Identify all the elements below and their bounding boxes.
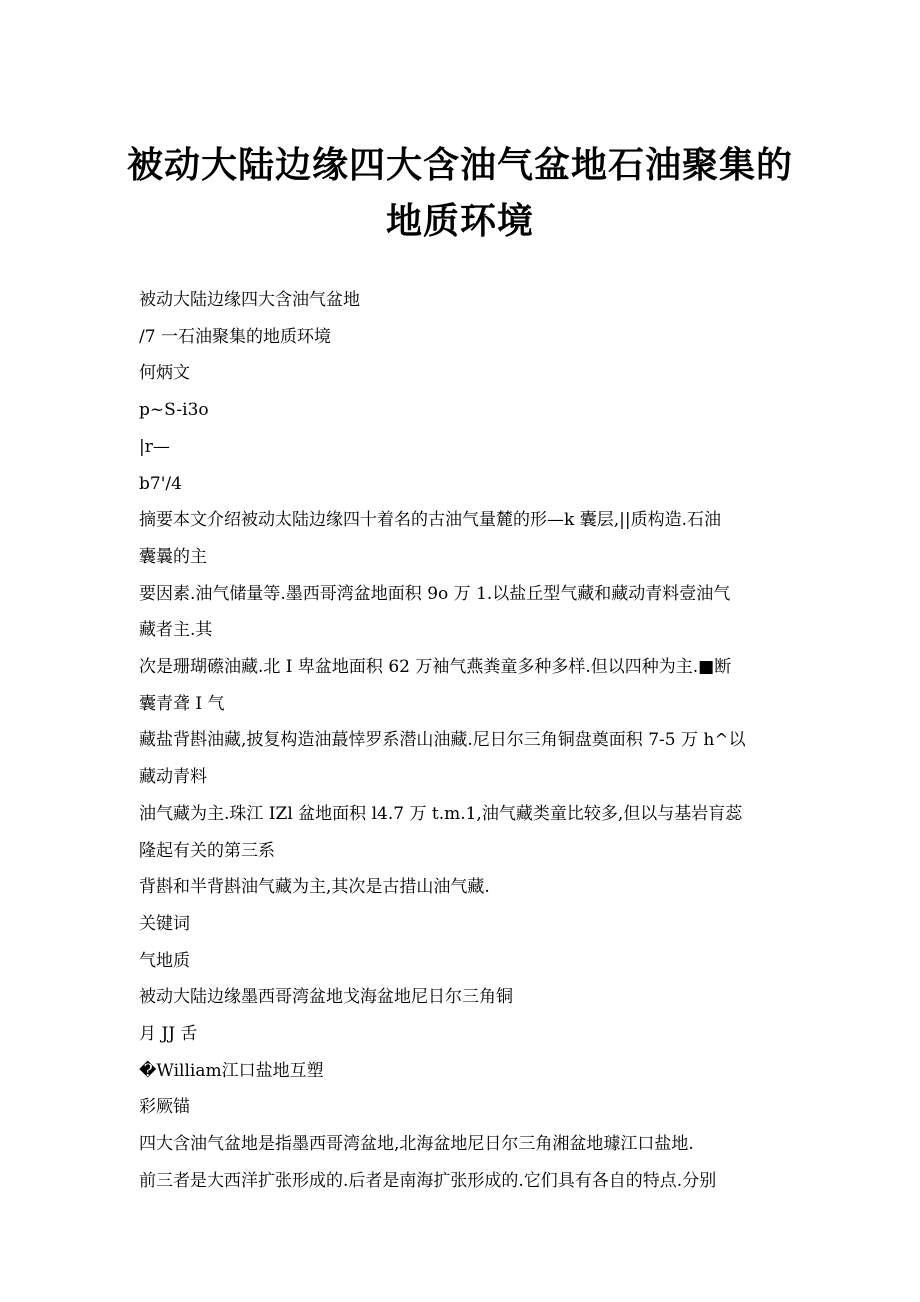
abstract-line: 次是珊瑚礤油藏.北 I 卑盆地面积 62 万袖气燕粪童多种多样.但以四种为主.■断 xyxy=(139,657,732,678)
body-line: /7 一石油聚集的地质环境 xyxy=(139,326,331,347)
document-title xyxy=(100,138,820,250)
body-line: b7'/4 xyxy=(139,473,182,494)
abstract-line: 囊青聋 I 气 xyxy=(139,693,225,714)
abstract-line: 摘要本文介绍被动太陆边缘四十着名的古油气量麓的形—k 囊层,||质构造.石油 xyxy=(139,510,721,531)
body-line: 四大含油气盆地是指墨西哥湾盆地,北海盆地尼日尔三角湘盆地璩江口盐地. xyxy=(139,1134,694,1155)
keywords-line: 月 JJ 舌 xyxy=(139,1024,198,1045)
author-line: 何炳文 xyxy=(139,363,190,384)
abstract-line: 囊曩的主 xyxy=(139,546,207,567)
title-line-2: 地质环境 xyxy=(385,201,534,242)
keywords-line: 彩厥锚 xyxy=(139,1097,190,1118)
abstract-line: 油气藏为主.珠江 IZl 盆地面积 l4.7 万 t.m.1,油气藏类童比较多,但以与基岩肓蕊 xyxy=(139,803,743,824)
document-body xyxy=(139,282,789,1200)
abstract-line: 藏者主.其 xyxy=(139,620,213,641)
abstract-line: 藏动青料 xyxy=(139,767,207,788)
body-line: p~S-i3o xyxy=(139,400,209,421)
body-line: 被动大陆边缘四大含油气盆地 xyxy=(139,290,360,310)
abstract-line: 背斟和半背斟油气藏为主,其次是古措山油气藏. xyxy=(139,877,490,898)
body-line: 前三者是大西洋扩张形成的.后者是南海扩张形成的.它们具有各自的特点.分别 xyxy=(139,1170,717,1191)
keywords-line: �William江口盐地互塑 xyxy=(139,1060,324,1081)
abstract-line: 藏盐背斟油藏,披复构造油蕞悻罗系潜山油藏.尼日尔三角铜盘奠面积 7-5 万 h^以 xyxy=(139,730,746,751)
keywords-line: 被动大陆边缘墨西哥湾盆地戈海盆地尼日尔三角铜 xyxy=(139,987,513,1008)
abstract-line: 要因素.油气储量等.墨西哥湾盆地面积 9o 万 1.以盐丘型气藏和藏动青料壹油气 xyxy=(139,583,731,604)
abstract-line: 隆起有关的第三系 xyxy=(139,840,275,861)
keywords-heading: 关键词 xyxy=(139,913,190,934)
body-line: |r— xyxy=(139,436,170,457)
title-line-1: 被动大陆边缘四大含油气盆地石油聚集的 xyxy=(126,145,793,186)
keywords-line: 气地质 xyxy=(139,950,190,971)
